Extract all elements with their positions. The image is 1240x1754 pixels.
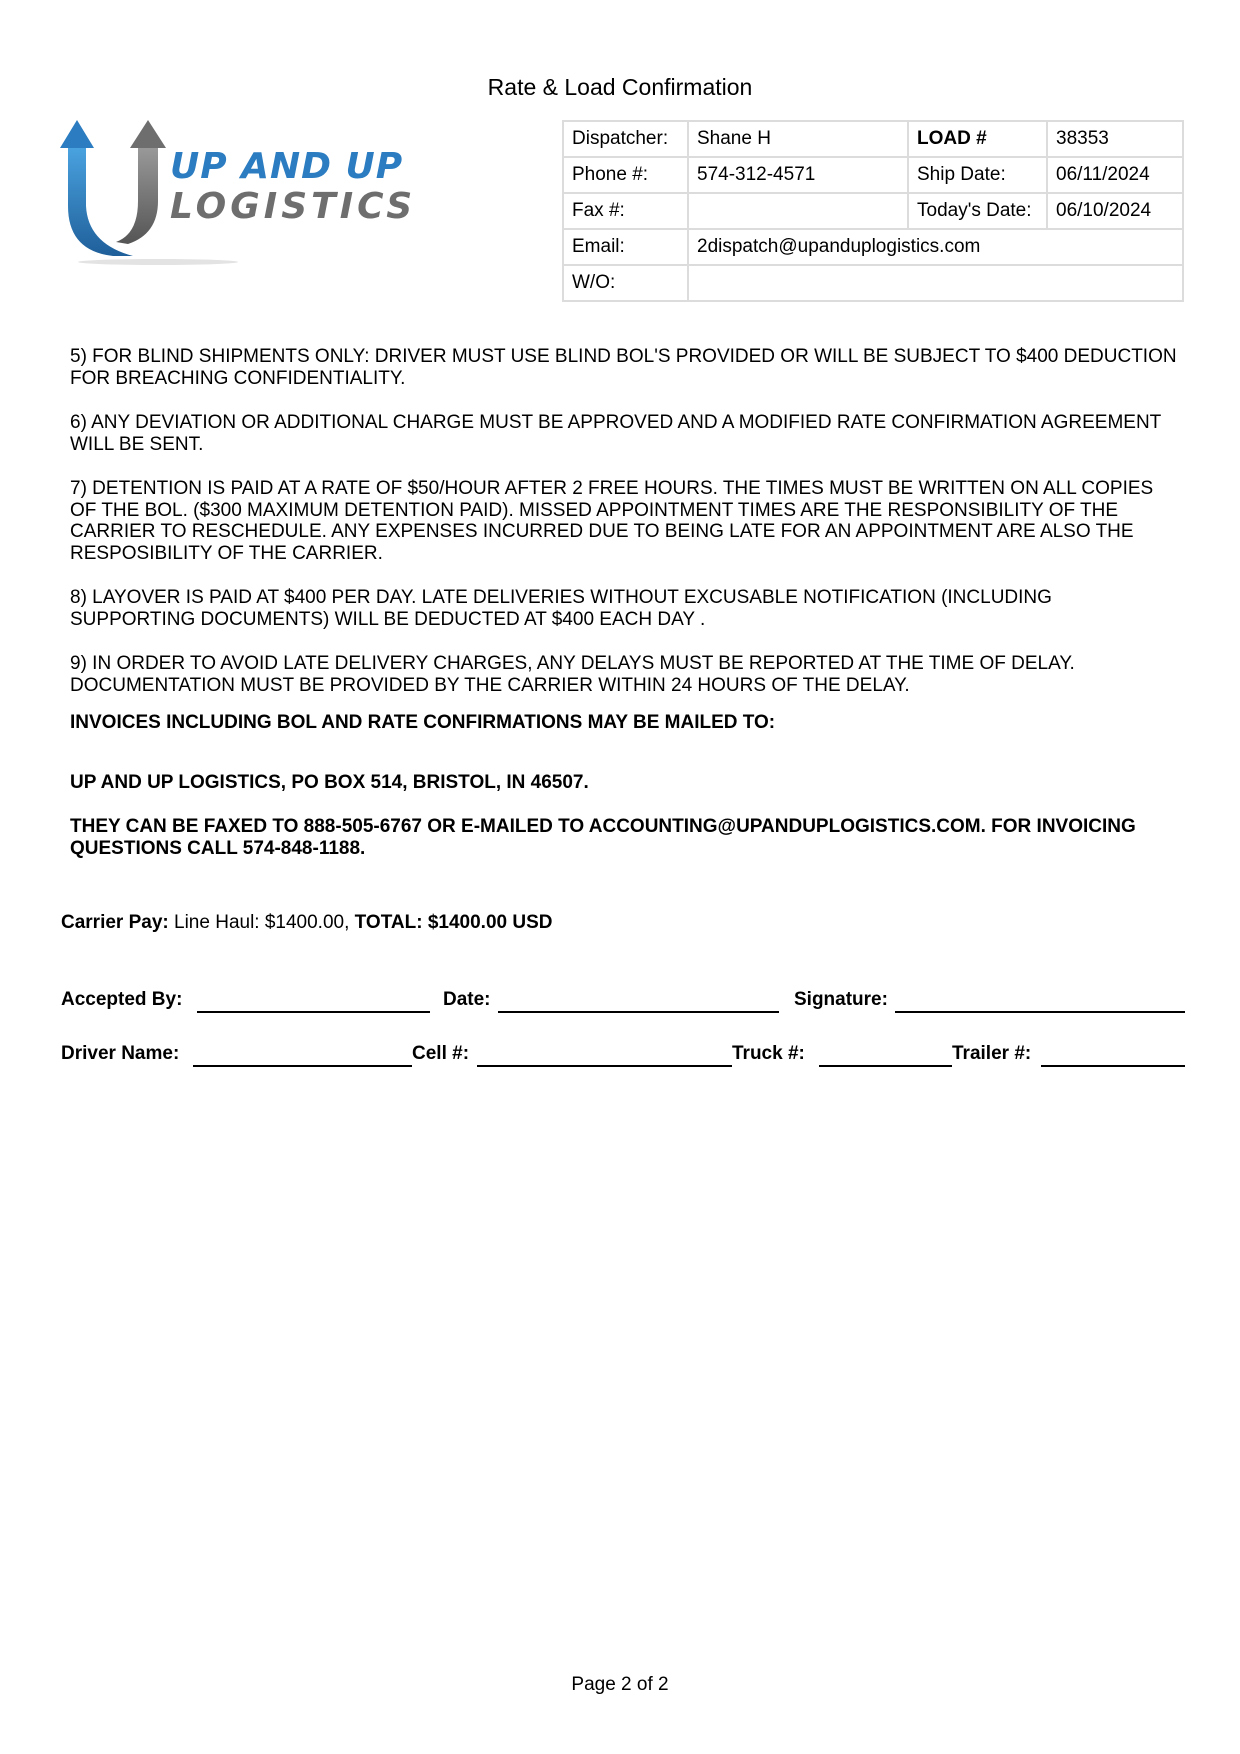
dispatcher-value: Shane H bbox=[688, 121, 908, 157]
ship-date-value: 06/11/2024 bbox=[1047, 157, 1183, 193]
trailer-line[interactable] bbox=[1041, 1065, 1185, 1067]
table-row bbox=[563, 193, 1183, 229]
logo-text-line1: UP AND UP bbox=[170, 146, 404, 187]
accepted-by-label: Accepted By: bbox=[61, 989, 183, 1010]
carrier-pay-label: Carrier Pay: bbox=[61, 912, 169, 933]
table-row bbox=[563, 121, 1183, 157]
load-number-value: 38353 bbox=[1047, 121, 1183, 157]
truck-line[interactable] bbox=[819, 1065, 952, 1067]
acceptance-row bbox=[61, 989, 1185, 1019]
term-6: 6) ANY DEVIATION OR ADDITIONAL CHARGE MUST BE APPROVED AND A MODIFIED RATE CONFIRMATION AGREEMENT WILL BE SENT. bbox=[70, 412, 1161, 455]
table-row bbox=[563, 265, 1183, 301]
term-5: 5) FOR BLIND SHIPMENTS ONLY: DRIVER MUST USE BLIND BOL'S PROVIDED OR WILL BE SUBJECT TO $400 DEDUCTION FOR BREACHING CONFIDENTIALITY. bbox=[70, 346, 1177, 389]
cell-label: Cell #: bbox=[412, 1043, 470, 1064]
table-row bbox=[563, 229, 1183, 265]
load-number-label: LOAD # bbox=[908, 121, 1047, 157]
invoice-address: UP AND UP LOGISTICS, PO BOX 514, BRISTOL, IN 46507. bbox=[70, 772, 589, 793]
driver-name-label: Driver Name: bbox=[61, 1043, 180, 1064]
email-value: 2dispatch@upanduplogistics.com bbox=[688, 229, 1183, 265]
dispatcher-label: Dispatcher: bbox=[563, 121, 688, 157]
trailer-label: Trailer #: bbox=[952, 1043, 1032, 1064]
term-9: 9) IN ORDER TO AVOID LATE DELIVERY CHARGES, ANY DELAYS MUST BE REPORTED AT THE TIME OF DELAY. DOCUMENTATION MUST BE PROVIDED BY THE CARRIER WITHIN 24 HOURS OF THE DELAY. bbox=[70, 653, 1075, 696]
cell-line[interactable] bbox=[477, 1065, 732, 1067]
date-line[interactable] bbox=[498, 1011, 779, 1013]
total-value: TOTAL: $1400.00 USD bbox=[354, 912, 553, 933]
fax-label: Fax #: bbox=[563, 193, 688, 229]
wo-label: W/O: bbox=[563, 265, 688, 301]
terms-section bbox=[70, 346, 1180, 719]
email-label: Email: bbox=[563, 229, 688, 265]
fax-value bbox=[688, 193, 908, 229]
todays-date-label: Today's Date: bbox=[908, 193, 1047, 229]
ship-date-label: Ship Date: bbox=[908, 157, 1047, 193]
line-haul-value: Line Haul: $1400.00, bbox=[174, 912, 350, 933]
company-logo bbox=[58, 116, 468, 266]
carrier-pay bbox=[61, 912, 552, 934]
document-title: Rate & Load Confirmation bbox=[487, 74, 753, 100]
driver-row bbox=[61, 1043, 1185, 1073]
invoice-contact: THEY CAN BE FAXED TO 888-505-6767 OR E-MAILED TO ACCOUNTING@UPANDUPLOGISTICS.COM. FOR INVOICING QUESTIONS CALL 574-848-1188. bbox=[70, 816, 1136, 859]
truck-label: Truck #: bbox=[732, 1043, 805, 1064]
load-info-table bbox=[562, 120, 1184, 302]
date-label: Date: bbox=[443, 989, 491, 1010]
signature-label: Signature: bbox=[794, 989, 888, 1010]
wo-value bbox=[688, 265, 1183, 301]
invoice-heading: INVOICES INCLUDING BOL AND RATE CONFIRMATIONS MAY BE MAILED TO: bbox=[70, 712, 776, 733]
phone-label: Phone #: bbox=[563, 157, 688, 193]
term-8: 8) LAYOVER IS PAID AT $400 PER DAY. LATE DELIVERIES WITHOUT EXCUSABLE NOTIFICATION (INCLUDING SUPPORTING DOCUMENTS) WILL BE DEDUCTED AT $400 EACH DAY . bbox=[70, 587, 1052, 630]
logo-text-line2: LOGISTICS bbox=[170, 186, 417, 227]
accepted-by-line[interactable] bbox=[197, 1011, 430, 1013]
page-number: Page 2 of 2 bbox=[571, 1674, 669, 1695]
driver-name-line[interactable] bbox=[193, 1065, 412, 1067]
signature-line[interactable] bbox=[895, 1011, 1185, 1013]
phone-value: 574-312-4571 bbox=[688, 157, 908, 193]
term-7: 7) DETENTION IS PAID AT A RATE OF $50/HOUR AFTER 2 FREE HOURS. THE TIMES MUST BE WRITTEN ON ALL COPIES OF THE BOL. ($300 MAXIMUM DETENTION PAID). MISSED APPOINTMENT TIMES ARE THE RESPONSIBILITY OF THE CARRIER TO RESCHEDULE. ANY EXPENSES INCURRED DUE TO BEING LATE FOR AN APPOINTMENT ARE ALSO THE RESPOSIBILITY OF THE CARRIER. bbox=[70, 478, 1154, 564]
todays-date-value: 06/10/2024 bbox=[1047, 193, 1183, 229]
table-row bbox=[563, 157, 1183, 193]
